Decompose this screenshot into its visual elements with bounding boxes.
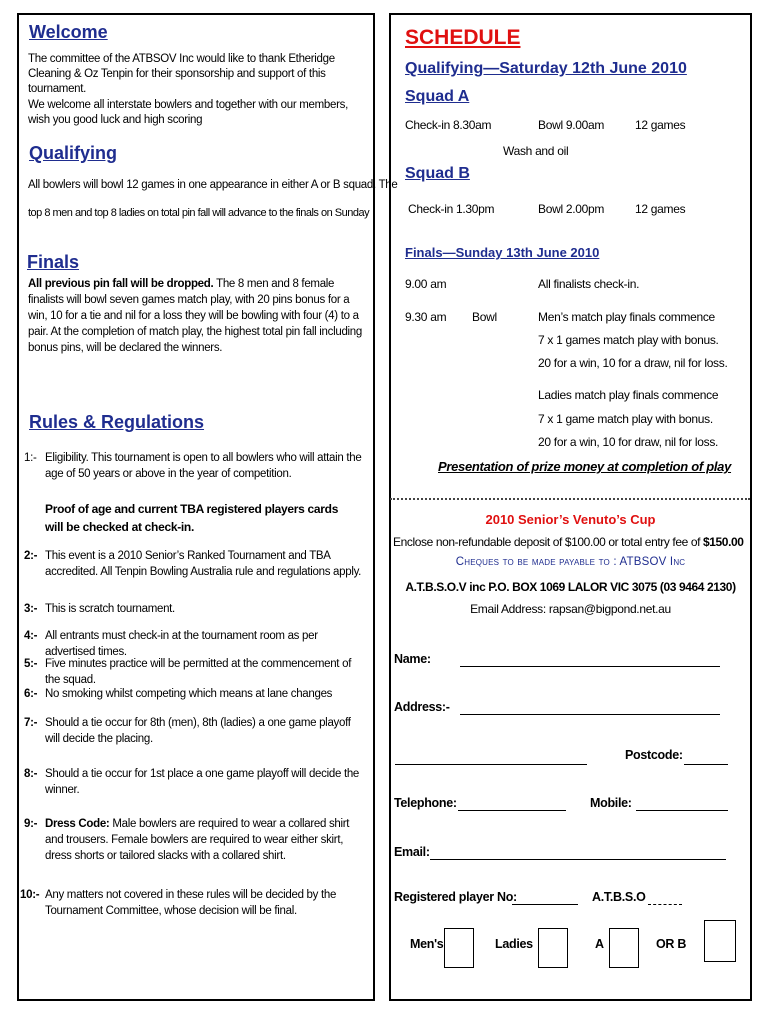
ladies-line-3: 20 for a win, 10 for draw, nil for loss.	[538, 435, 719, 449]
rule-text	[45, 656, 368, 688]
address-field[interactable]	[460, 714, 720, 715]
rule-item	[24, 766, 368, 798]
rule-number: 5:-	[24, 658, 38, 670]
rule-body-text: No smoking whilst competing which means at lane changes	[45, 688, 333, 700]
rule-body-text: Male bowlers are required to wear a collared shirt and trousers. Female bowlers are required to wear either skirt, dress shorts or tailored slacks with a collared shirt.	[45, 818, 350, 862]
finals-sunday-heading: Finals—Sunday 13th June 2010	[405, 245, 600, 260]
squad-a-games: 12 games	[635, 118, 686, 132]
welcome-paragraph-1: The committee of the ATBSOV Inc would like to thank Etheridge Cleaning & Oz Tenpin for their sponsorship and support of this tournament.	[28, 53, 335, 95]
registered-player-field[interactable]	[512, 904, 578, 905]
squad-b-heading: Squad B	[405, 165, 470, 182]
rule-number: 4:-	[24, 630, 38, 642]
ladies-label: Ladies	[495, 937, 533, 951]
rule-number: 7:-	[24, 717, 38, 729]
squad-b-checkbox[interactable]	[704, 920, 736, 962]
ladies-line-2: 7 x 1 game match play with bonus.	[538, 412, 713, 426]
squad-b-checkin: Check-in 1.30pm	[408, 202, 495, 216]
squad-a-heading: Squad A	[405, 88, 470, 105]
qualifying-line-1: All bowlers will bowl 12 games in one appearance in either A or B squad. The	[28, 179, 398, 191]
welcome-heading: Welcome	[29, 22, 108, 42]
squad-a-checkbox[interactable]	[609, 928, 639, 968]
rule-text	[45, 686, 368, 702]
mobile-field[interactable]	[636, 810, 728, 811]
name-field[interactable]	[460, 666, 720, 667]
rule-text	[45, 548, 368, 580]
finals-text: The 8 men and 8 female finalists will bowl seven games match play, with 20 pins bonus for a win, 10 for a tie and nil for a loss they will be bowling with four (4) to a pair. At the completion of match play, the highest total pin fall including bonus pins, will be declared the winners.	[28, 278, 363, 354]
enclose-amount: $150.00	[702, 535, 744, 549]
rule-item	[24, 686, 368, 702]
mens-line-2: 7 x 1 games match play with bonus.	[538, 333, 719, 347]
address-line-2-field[interactable]	[395, 764, 587, 765]
presentation-note: Presentation of prize money at completion of play	[438, 459, 732, 474]
rule-1	[24, 450, 368, 482]
rule-item	[24, 548, 368, 580]
right-panel	[389, 13, 752, 1001]
welcome-paragraph-2: We welcome all interstate bowlers and together with our members, wish you good luck and high scoring	[28, 99, 348, 126]
rule-body-text: This is scratch tournament.	[45, 603, 175, 615]
rule-text	[45, 715, 368, 747]
finals-time-1: 9.00 am	[405, 277, 447, 291]
ladies-checkbox[interactable]	[538, 928, 568, 968]
email-label: Email:	[394, 845, 430, 859]
rule-number: 2:-	[24, 550, 38, 562]
mens-line-3: 20 for a win, 10 for a draw, nil for loss.	[538, 356, 728, 370]
rule-number: 8:-	[24, 768, 38, 780]
rule-item	[24, 715, 368, 747]
squad-b-bowl: Bowl 2.00pm	[538, 202, 605, 216]
qualifying-saturday-heading: Qualifying—Saturday 12th June 2010	[405, 60, 687, 77]
cup-title: 2010 Senior’s Venuto’s Cup	[485, 512, 656, 527]
rule-body-text: Five minutes practice will be permitted at the commencement of the squad.	[45, 658, 352, 686]
registered-player-label: Registered player No:	[394, 890, 517, 904]
ladies-line-1: Ladies match play finals commence	[538, 388, 719, 402]
rule-text	[45, 766, 368, 798]
rule-text	[45, 816, 368, 864]
enclose-line	[393, 535, 744, 549]
finals-paragraph	[28, 276, 368, 356]
rule-item	[24, 656, 368, 688]
rule-body-text: This event is a 2010 Senior’s Ranked Tournament and TBA accredited. All Tenpin Bowling Australia rule and regulations apply.	[45, 550, 362, 578]
mens-line-1: Men’s match play finals commence	[538, 310, 715, 324]
cheques-line: Cheques to be made payable to : ATBSOV Inc	[455, 556, 686, 568]
finals-heading: Finals	[27, 252, 80, 272]
rule-1-proof	[24, 500, 354, 536]
squad-b-games: 12 games	[635, 202, 686, 216]
rule-1-number: 1:-	[24, 452, 37, 464]
rule-item	[24, 601, 368, 617]
telephone-field[interactable]	[458, 810, 566, 811]
squad-a-checkin: Check-in 8.30am	[405, 118, 492, 132]
rules-heading: Rules & Regulations	[29, 412, 205, 432]
squad-a-label: A	[595, 937, 604, 951]
address-label: Address:-	[394, 700, 450, 714]
rule-bold-text: Dress Code:	[45, 818, 110, 830]
qualifying-line-2: top 8 men and top 8 ladies on total pin fall will advance to the finals on Sunday	[28, 207, 370, 219]
rule-item	[24, 816, 368, 864]
or-b-label: OR B	[656, 937, 687, 951]
rule-item	[20, 887, 368, 919]
email-field[interactable]	[430, 859, 726, 860]
squad-a-bowl: Bowl 9.00am	[538, 118, 605, 132]
rule-text	[45, 887, 368, 919]
rule-body-text: Any matters not covered in these rules will be decided by the Tournament Committee, whose decision will be final.	[45, 889, 337, 917]
postcode-label: Postcode:	[625, 748, 683, 762]
atbso-field[interactable]	[648, 904, 682, 905]
rule-number: 10:-	[20, 889, 40, 901]
rule-1-text: Eligibility. This tournament is open to all bowlers who will attain the age of 50 years or above in the year of competition.	[45, 452, 362, 480]
rule-number: 6:-	[24, 688, 38, 700]
enclose-text: Enclose non-refundable deposit of $100.00 or total entry fee of	[393, 535, 703, 549]
finals-bowl: Bowl	[472, 310, 497, 324]
atbso-label: A.T.B.S.O	[592, 890, 646, 904]
name-label: Name:	[394, 652, 431, 666]
mens-checkbox[interactable]	[444, 928, 474, 968]
mobile-label: Mobile:	[590, 796, 632, 810]
postcode-field[interactable]	[684, 764, 728, 765]
rule-body-text: Should a tie occur for 1st place a one game playoff will decide the winner.	[45, 768, 360, 796]
finals-desc-1: All finalists check-in.	[538, 277, 640, 291]
finals-time-2: 9.30 am	[405, 310, 447, 324]
rule-1-bold-text: Proof of age and current TBA registered players cards will be checked at check-in.	[45, 502, 339, 534]
email-address: Email Address: rapsan@bigpond.net.au	[470, 602, 671, 616]
divider	[390, 498, 750, 500]
rule-body-text: Should a tie occur for 8th (men), 8th (ladies) a one game playoff will decide the placing.	[45, 717, 351, 745]
rule-text	[45, 601, 368, 617]
schedule-heading: SCHEDULE	[405, 26, 521, 49]
telephone-label: Telephone:	[394, 796, 457, 810]
finals-bold-text: All previous pin fall will be dropped.	[28, 278, 214, 290]
qualifying-heading: Qualifying	[29, 143, 118, 163]
postal-address: A.T.B.S.O.V inc P.O. BOX 1069 LALOR VIC 3075 (03 9464 2130)	[405, 580, 736, 594]
mens-label: Men's	[410, 937, 444, 951]
rule-number: 3:-	[24, 603, 38, 615]
rule-body-text: All entrants must check-in at the tournament room as per advertised times.	[45, 630, 318, 658]
rule-number: 9:-	[24, 818, 38, 830]
wash-and-oil: Wash and oil	[503, 144, 569, 158]
